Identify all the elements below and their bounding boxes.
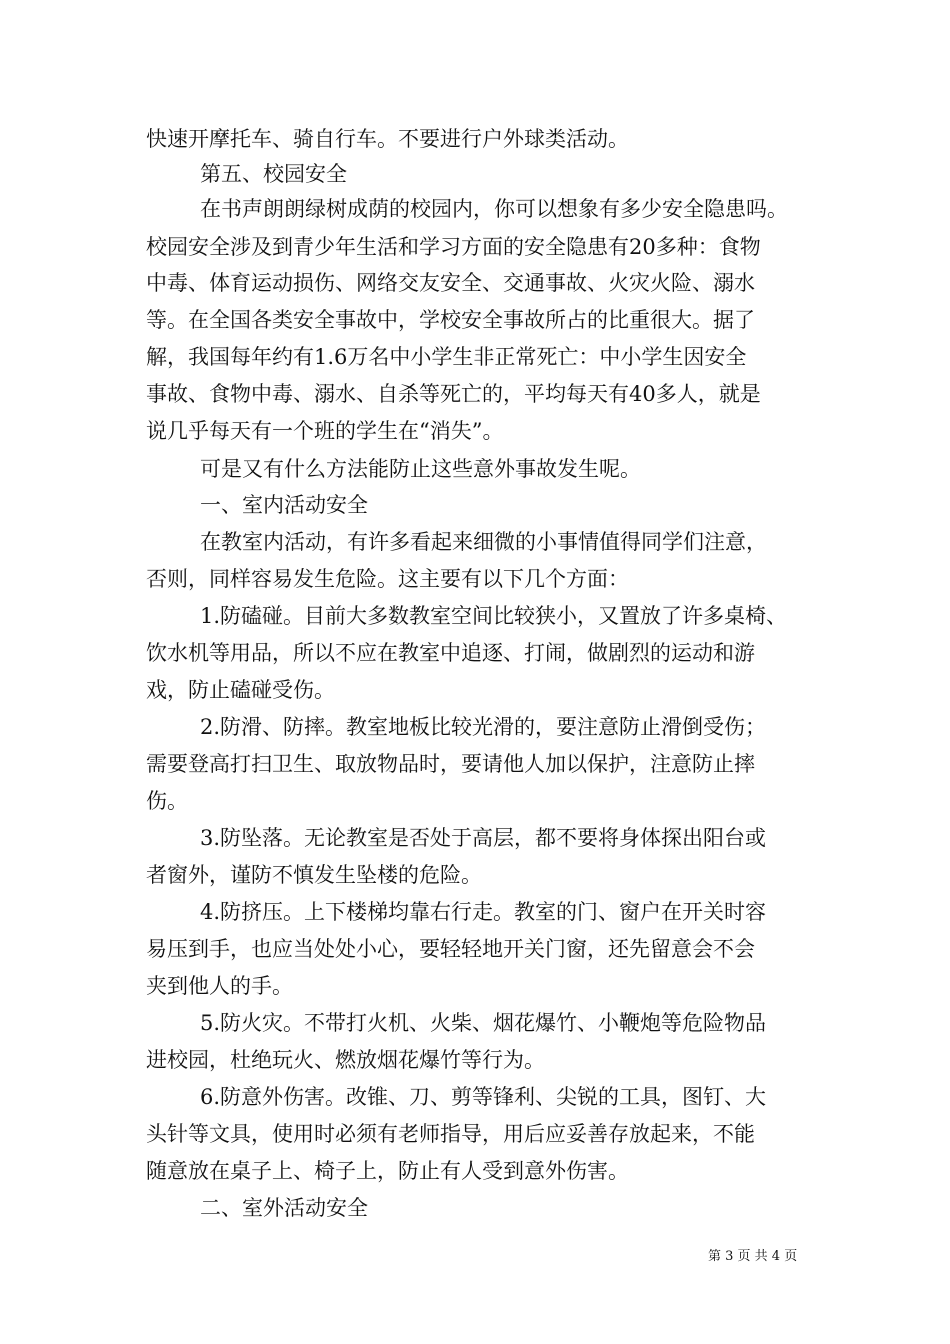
section-heading: 二、室外活动安全: [200, 1196, 368, 1220]
text-line: 者窗外，谨防不慎发生坠楼的危险。: [146, 863, 482, 887]
text-line: 头针等文具，使用时必须有老师指导，用后应妥善存放起来，不能: [146, 1122, 755, 1146]
page-indicator: 第 3 页 共 4 页: [708, 1249, 798, 1264]
text-line: 中毒、体育运动损伤、网络交友安全、交通事故、火灾火险、溺水: [146, 271, 755, 295]
text-line: 说几乎每天有一个班的学生在“消失”。: [146, 419, 504, 443]
text-line: 在书声朗朗绿树成荫的校园内，你可以想象有多少安全隐患吗。: [200, 197, 788, 221]
section-heading: 第五、校园安全: [200, 162, 347, 186]
text-line: 校园安全涉及到青少年生活和学习方面的安全隐患有20多种：食物: [146, 235, 761, 259]
text-line: 3.防坠落。无论教室是否处于高层，都不要将身体探出阳台或: [200, 826, 767, 850]
text-line: 解，我国每年约有1.6万名中小学生非正常死亡：中小学生因安全: [146, 345, 747, 369]
text-line: 夹到他人的手。: [146, 974, 293, 998]
text-line: 否则，同样容易发生危险。这主要有以下几个方面：: [146, 567, 629, 591]
text-line: 事故、食物中毒、溺水、自杀等死亡的，平均每天有40多人，就是: [146, 382, 761, 406]
page-footer: [0, 1248, 950, 1266]
text-line: 等。在全国各类安全事故中，学校安全事故所占的比重很大。据了: [146, 308, 755, 332]
text-line: 6.防意外伤害。改锥、刀、剪等锋利、尖锐的工具，图钉、大: [200, 1085, 767, 1109]
text-line: 5.防火灾。不带打火机、火柴、烟花爆竹、小鞭炮等危险物品: [200, 1011, 767, 1035]
text-line: 进校园，杜绝玩火、燃放烟花爆竹等行为。: [146, 1048, 545, 1072]
text-line: 戏，防止磕碰受伤。: [146, 678, 335, 702]
text-line: 饮水机等用品，所以不应在教室中追逐、打闹，做剧烈的运动和游: [146, 641, 755, 665]
text-line: 在教室内活动，有许多看起来细微的小事情值得同学们注意，: [200, 530, 767, 554]
text-line: 2.防滑、防摔。教室地板比较光滑的，要注意防止滑倒受伤；: [200, 715, 767, 739]
text-line: 随意放在桌子上、椅子上，防止有人受到意外伤害。: [146, 1159, 629, 1183]
text-line: 可是又有什么方法能防止这些意外事故发生呢。: [200, 457, 641, 481]
text-line: 快速开摩托车、骑自行车。不要进行户外球类活动。: [146, 127, 629, 151]
text-line: 1.防磕碰。目前大多数教室空间比较狭小，又置放了许多桌椅、: [200, 604, 788, 628]
text-line: 伤。: [146, 789, 188, 813]
text-line: 4.防挤压。上下楼梯均靠右行走。教室的门、窗户在开关时容: [200, 900, 767, 924]
text-line: 易压到手，也应当处处小心，要轻轻地开关门窗，还先留意会不会: [146, 937, 755, 961]
section-heading: 一、室内活动安全: [200, 493, 368, 517]
text-line: 需要登高打扫卫生、取放物品时，要请他人加以保护，注意防止摔: [146, 752, 755, 776]
